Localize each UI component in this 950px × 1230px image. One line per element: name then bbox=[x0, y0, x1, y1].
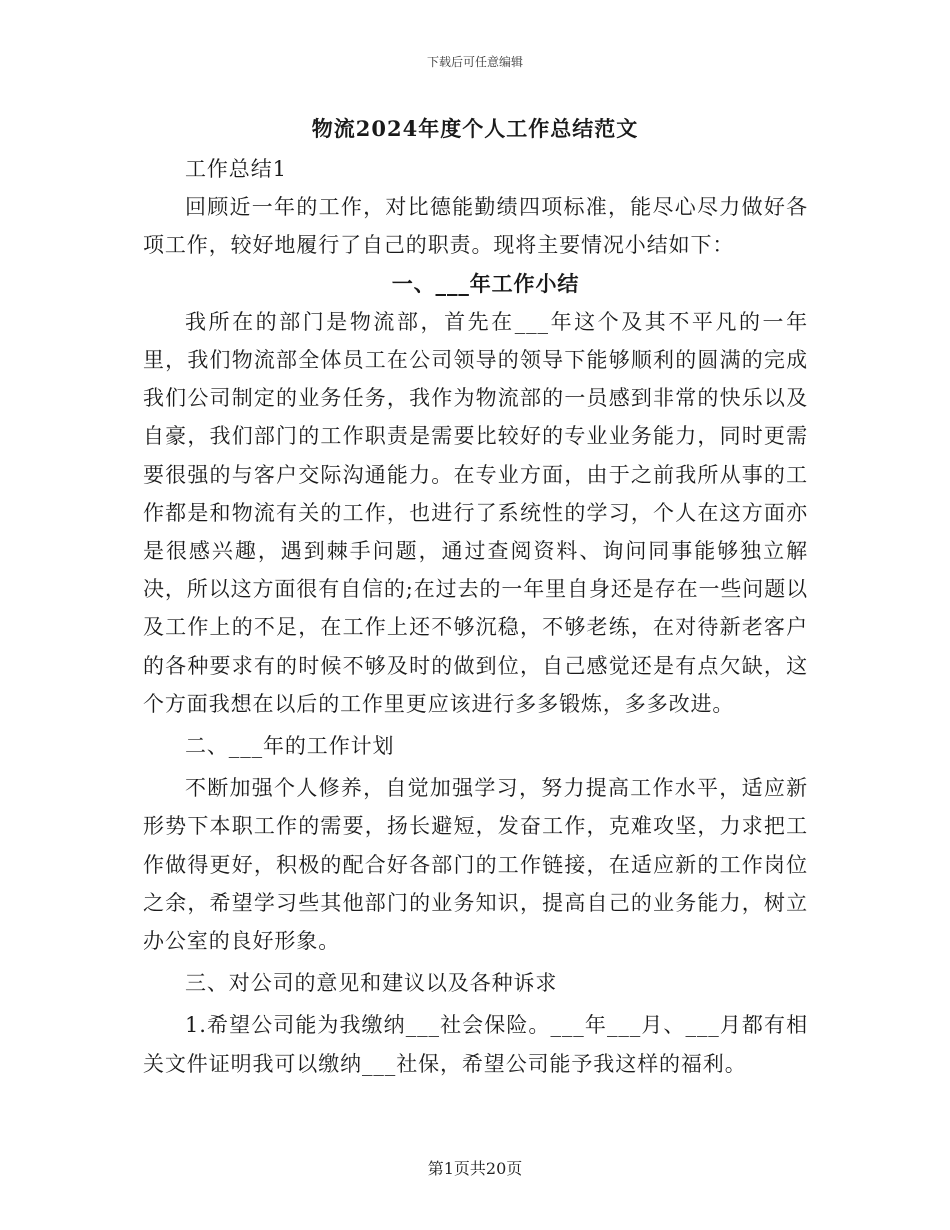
page-footer: 第1页共20页 bbox=[427, 1159, 523, 1178]
document-body bbox=[143, 150, 808, 1083]
header-note: 下载后可任意编辑 bbox=[426, 55, 523, 69]
section-label: 工作总结1 bbox=[185, 157, 287, 181]
heading-plan: 二、___年的工作计划 bbox=[185, 734, 395, 759]
heading-suggestions: 三、对公司的意见和建议以及各种诉求 bbox=[185, 971, 558, 996]
summary-paragraph: 我所在的部门是物流部，首先在___年这个及其不平凡的一年里，我们物流部全体员工在公司领导的领导下能够顺利的圆满的完成我们公司制定的业务任务，我作为物流部的一员感到非常的快乐以及自豪，我们部门的工作职责是需要比较好的专业业务能力，同时更需要很强的与客户交际沟通能力。在专业方面，由于之前我所从事的工作都是和物流有关的工作，也进行了系统性的学习，个人在这方面亦是很感兴趣，遇到棘手问题，通过查阅资料、询问同事能够独立解决，所以这方面很有自信的;在过去的一年里自身还是存在一些问题以及工作上的不足，在工作上还不够沉稳，不够老练，在对待新老客户的各种要求有的时候不够及时的做到位，自己感觉还是有点欠缺，这个方面我想在以后的工作里更应该进行多多锻炼，多多改进。 bbox=[143, 309, 808, 716]
heading-summary: 一、___年工作小结 bbox=[391, 270, 580, 296]
suggestion-item-1: 1.希望公司能为我缴纳___社会保险。___年___月、___月都有相关文件证明我可以缴纳___社保，希望公司能予我这样的福利。 bbox=[143, 1013, 808, 1076]
intro-paragraph: 回顾近一年的工作，对比德能勤绩四项标准，能尽心尽力做好各项工作，较好地履行了自己的职责。现将主要情况小结如下： bbox=[143, 195, 808, 258]
document-title: 物流2024年度个人工作总结范文 bbox=[311, 116, 639, 141]
plan-paragraph: 不断加强个人修养，自觉加强学习，努力提高工作水平，适应新形势下本职工作的需要，扬长避短，发奋工作，克难攻坚，力求把工作做得更好，积极的配合好各部门的工作链接，在适应新的工作岗位之余，希望学习些其他部门的业务知识，提高自己的业务能力，树立办公室的良好形象。 bbox=[143, 776, 808, 954]
